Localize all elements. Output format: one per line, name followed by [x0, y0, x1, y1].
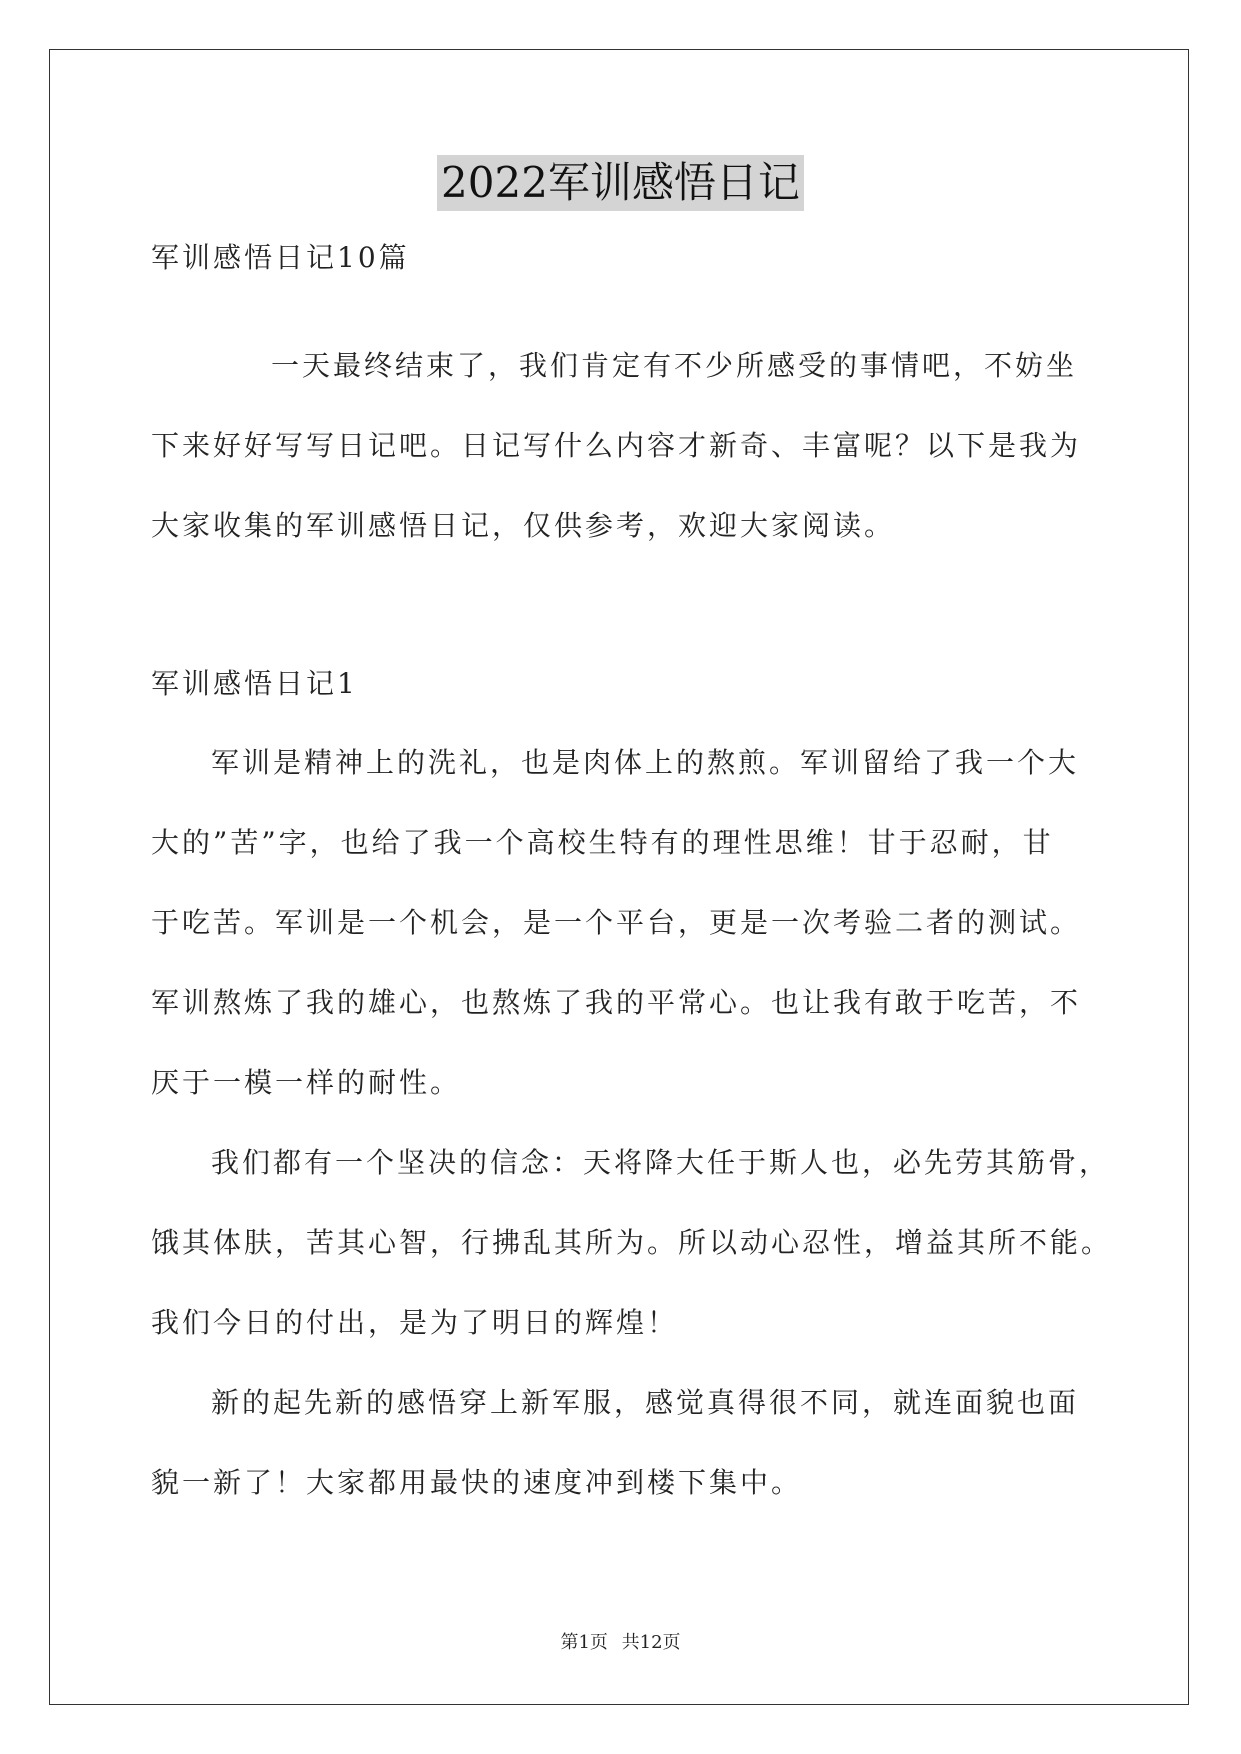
paragraph1-line-5: 厌于一模一样的耐性。 — [151, 1066, 462, 1099]
document-title: 2022军训感悟日记 — [437, 155, 804, 211]
paragraph2-line-2: 饿其体肤，苦其心智，行拂乱其所为。所以动心忍性，增益其所不能。 — [151, 1226, 1113, 1259]
paragraph1-line-4: 军训熬炼了我的雄心，也熬炼了我的平常心。也让我有敢于吃苦，不 — [151, 986, 1082, 1019]
intro-line-3: 大家收集的军训感悟日记，仅供参考，欢迎大家阅读。 — [151, 509, 896, 542]
page-number: 第1页 — [560, 1632, 608, 1653]
paragraph3-line-1: 新的起先新的感悟穿上新军服，感觉真得很不同，就连面貌也面 — [211, 1386, 1080, 1419]
paragraph1-line-3: 于吃苦。军训是一个机会，是一个平台，更是一次考验二者的测试。 — [151, 906, 1082, 939]
title-container — [0, 155, 1241, 211]
paragraph1-line-1: 军训是精神上的洗礼，也是肉体上的熬煎。军训留给了我一个大 — [211, 746, 1080, 779]
page-footer — [0, 1631, 1241, 1655]
paragraph2-line-1: 我们都有一个坚决的信念：天将降大任于斯人也，必先劳其筋骨， — [211, 1146, 1111, 1179]
section-heading: 军训感悟日记1 — [151, 667, 358, 700]
intro-line-1: 一天最终结束了，我们肯定有不少所感受的事情吧，不妨坐 — [271, 349, 1078, 382]
paragraph3-line-2: 貌一新了！大家都用最快的速度冲到楼下集中。 — [151, 1466, 803, 1499]
paragraph2-line-3: 我们今日的付出，是为了明日的辉煌！ — [151, 1306, 679, 1339]
page-total: 共12页 — [621, 1632, 681, 1653]
paragraph1-line-2: 大的”苦”字，也给了我一个高校生特有的理性思维！甘于忍耐，甘 — [151, 826, 1054, 859]
intro-line-2: 下来好好写写日记吧。日记写什么内容才新奇、丰富呢？以下是我为 — [151, 429, 1082, 462]
document-subtitle: 军训感悟日记10篇 — [151, 241, 410, 274]
page-border — [49, 49, 1189, 1705]
